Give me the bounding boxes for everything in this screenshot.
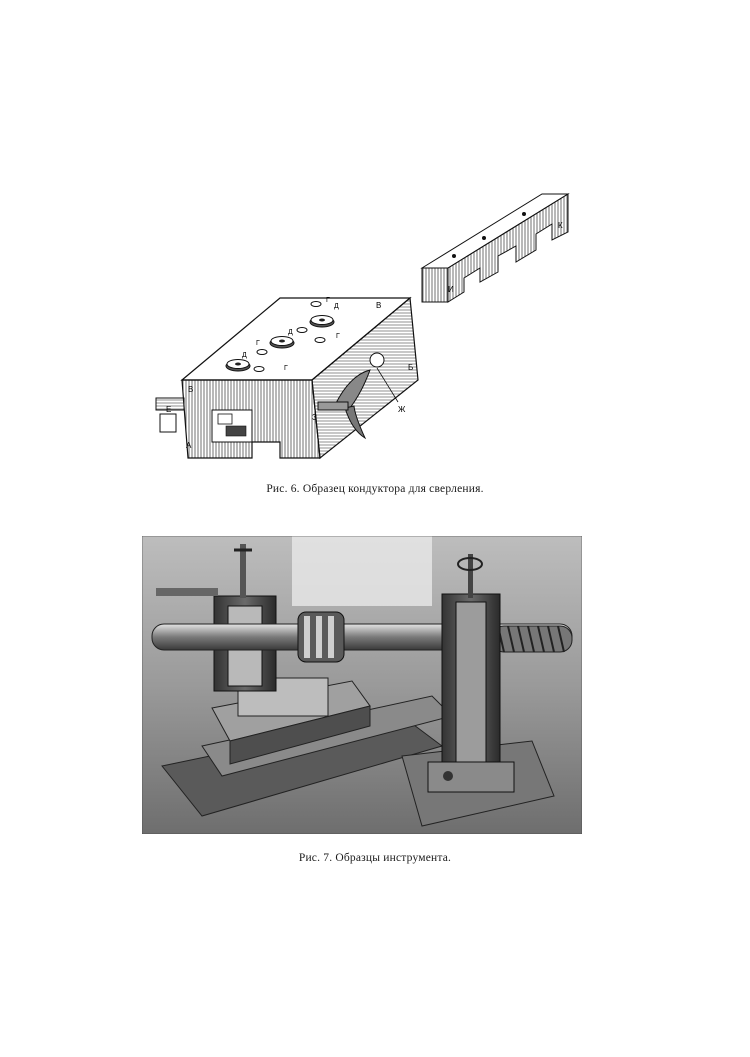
label-V-top: В [376, 301, 382, 310]
label-D3: Д [334, 303, 339, 310]
label-G4: Г [326, 297, 330, 304]
figure-7-caption: Рис. 7. Образцы инструмента. [298, 852, 452, 864]
label-G2: Г [284, 365, 288, 372]
bushing-1 [226, 360, 250, 372]
label-D1: Д [242, 352, 247, 359]
label-Z: З [312, 413, 317, 422]
bushing-3 [310, 316, 334, 328]
label-A: А [186, 441, 192, 450]
left-clamp-screw [156, 398, 184, 432]
label-V-front: В [188, 385, 194, 394]
threaded-screw [492, 626, 572, 652]
gear-cutter [298, 612, 344, 662]
figure-7-machine-photo [142, 536, 582, 834]
label-G3: Г [336, 333, 340, 340]
label-E: Е [166, 405, 172, 414]
label-Zh: Ж [398, 405, 406, 414]
label-G1: Г [256, 340, 260, 347]
bushing-2 [270, 337, 294, 349]
figure-6-caption: Рис. 6. Образец кондуктора для сверления. [266, 483, 484, 495]
label-D2: Д [288, 329, 293, 336]
label-B-side: Б [408, 363, 414, 372]
label-K: К [558, 221, 563, 230]
figure-6-drilling-jig-drawing [140, 180, 600, 480]
label-I: И [448, 285, 454, 294]
workpiece-bar [422, 194, 568, 302]
